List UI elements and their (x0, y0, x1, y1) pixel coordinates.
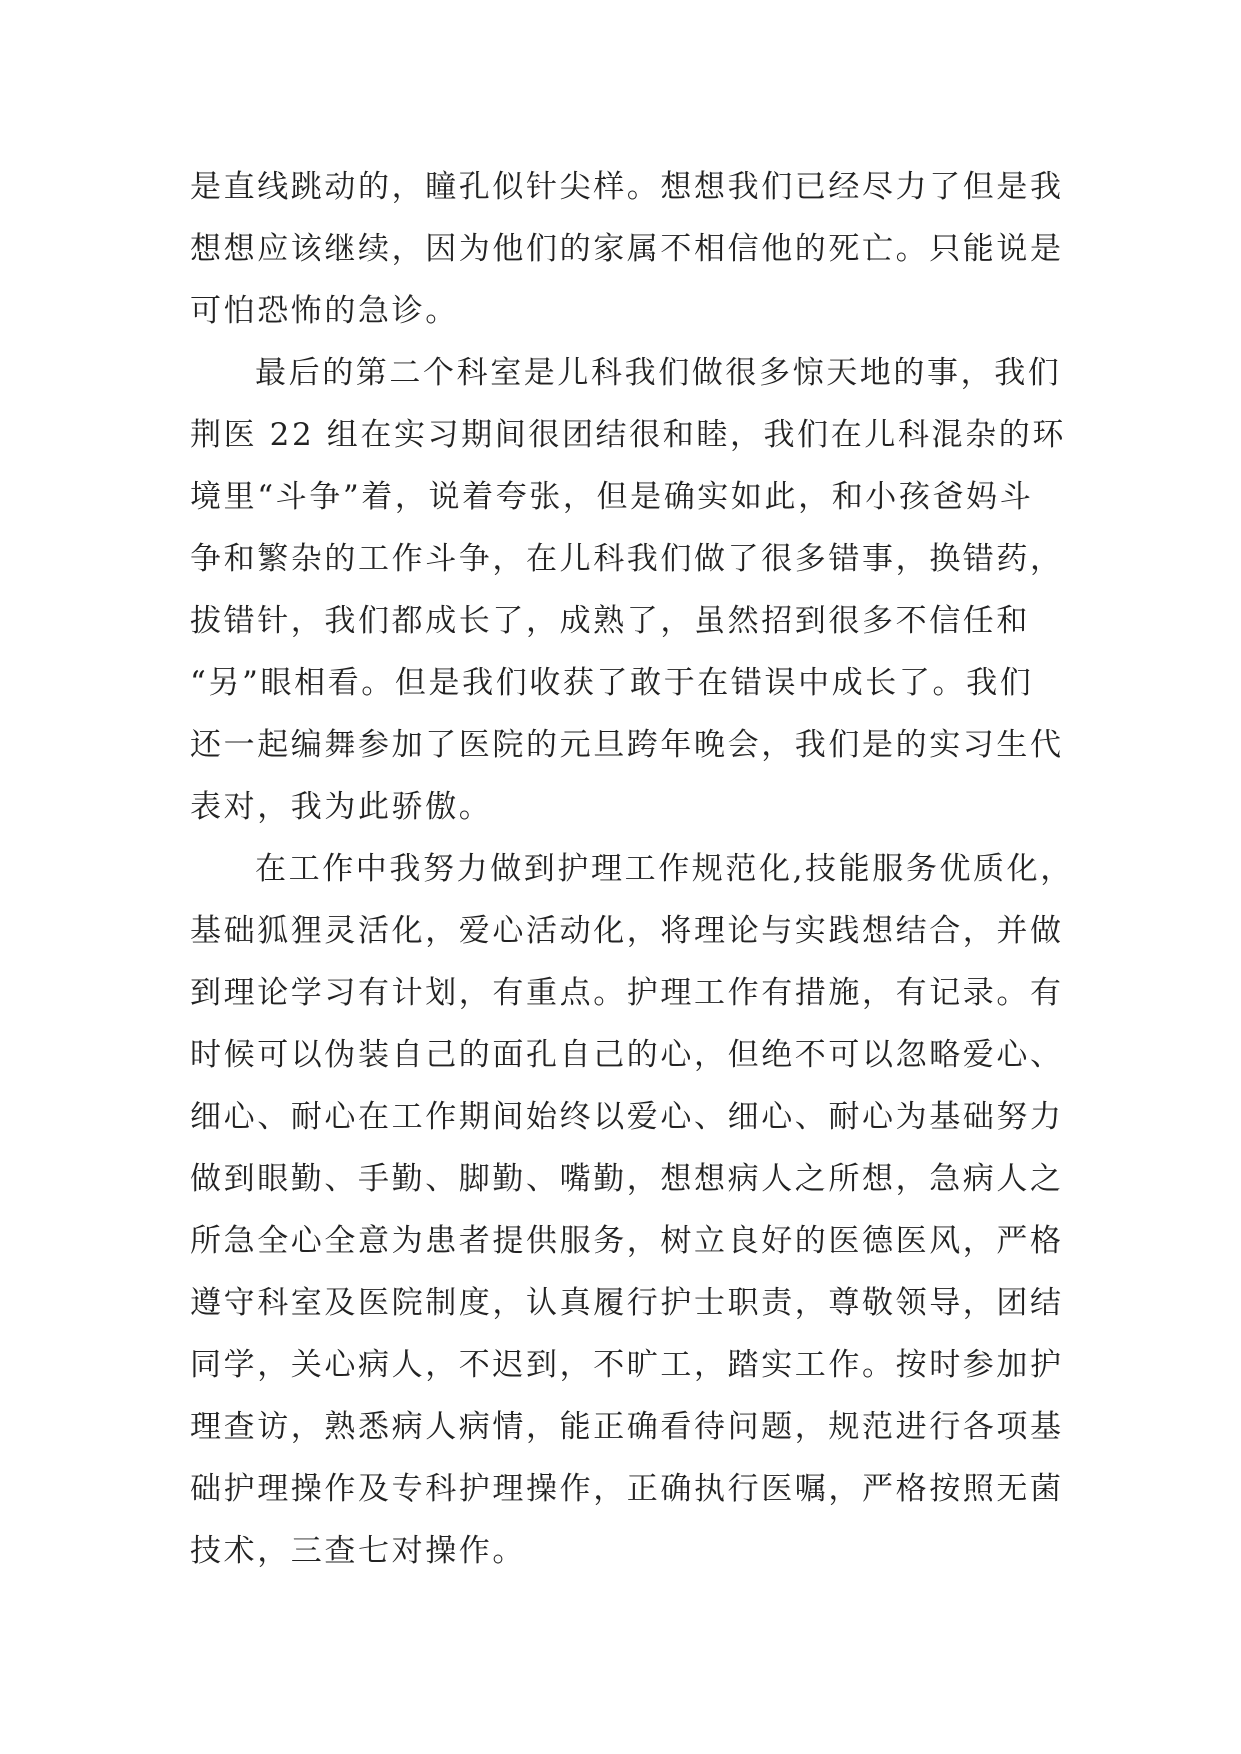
paragraph-emergency (190, 156, 1070, 342)
text-line: 争和繁杂的工作斗争，在儿科我们做了很多错事，换错药， (190, 541, 1064, 577)
text-line: 是直线跳动的，瞳孔似针尖样。想想我们已经尽力了但是我 (190, 169, 1064, 205)
text-line: 拔错针，我们都成长了，成熟了，虽然招到很多不信任和 (190, 603, 1030, 639)
text-line: 细心、耐心在工作期间始终以爱心、细心、耐心为基础努力 (190, 1099, 1064, 1135)
text-line: 最后的第二个科室是儿科我们做很多惊天地的事，我们 (255, 355, 1062, 391)
paragraph-pediatrics (190, 342, 1070, 838)
text-line: 技术，三查七对操作。 (190, 1533, 526, 1569)
document-body (190, 156, 1074, 1582)
text-line: 时候可以伪装自己的面孔自己的心，但绝不可以忽略爱心、 (190, 1037, 1064, 1073)
text-line: 想想应该继续，因为他们的家属不相信他的死亡。只能说是 (190, 231, 1064, 267)
text-line: 同学，关心病人，不迟到，不旷工，踏实工作。按时参加护 (190, 1347, 1064, 1383)
text-line: 到理论学习有计划，有重点。护理工作有措施，有记录。有 (190, 975, 1064, 1011)
text-line: 础护理操作及专科护理操作，正确执行医嘱，严格按照无菌 (190, 1471, 1064, 1507)
text-line: 荆医 22 组在实习期间很团结很和睦，我们在儿科混杂的环 (190, 417, 1066, 453)
text-line: 在工作中我努力做到护理工作规范化,技能服务优质化， (255, 851, 1074, 887)
text-line: 还一起编舞参加了医院的元旦跨年晚会，我们是的实习生代 (190, 727, 1064, 763)
text-line: “另”眼相看。但是我们收获了敢于在错误中成长了。我们 (190, 665, 1034, 701)
text-line: 可怕恐怖的急诊。 (190, 293, 459, 329)
text-line: 境里“斗争”着，说着夸张，但是确实如此，和小孩爸妈斗 (190, 479, 1034, 515)
text-line: 理查访，熟悉病人病情，能正确看待问题，规范进行各项基 (190, 1409, 1064, 1445)
text-line: 做到眼勤、手勤、脚勤、嘴勤，想想病人之所想，急病人之 (190, 1161, 1064, 1197)
text-line: 所急全心全意为患者提供服务，树立良好的医德医风，严格 (190, 1223, 1064, 1259)
paragraph-work (190, 838, 1074, 1582)
text-line: 表对，我为此骄傲。 (190, 789, 493, 825)
text-line: 基础狐狸灵活化，爱心活动化，将理论与实践想结合，并做 (190, 913, 1064, 949)
text-line: 遵守科室及医院制度，认真履行护士职责，尊敬领导，团结 (190, 1285, 1064, 1321)
